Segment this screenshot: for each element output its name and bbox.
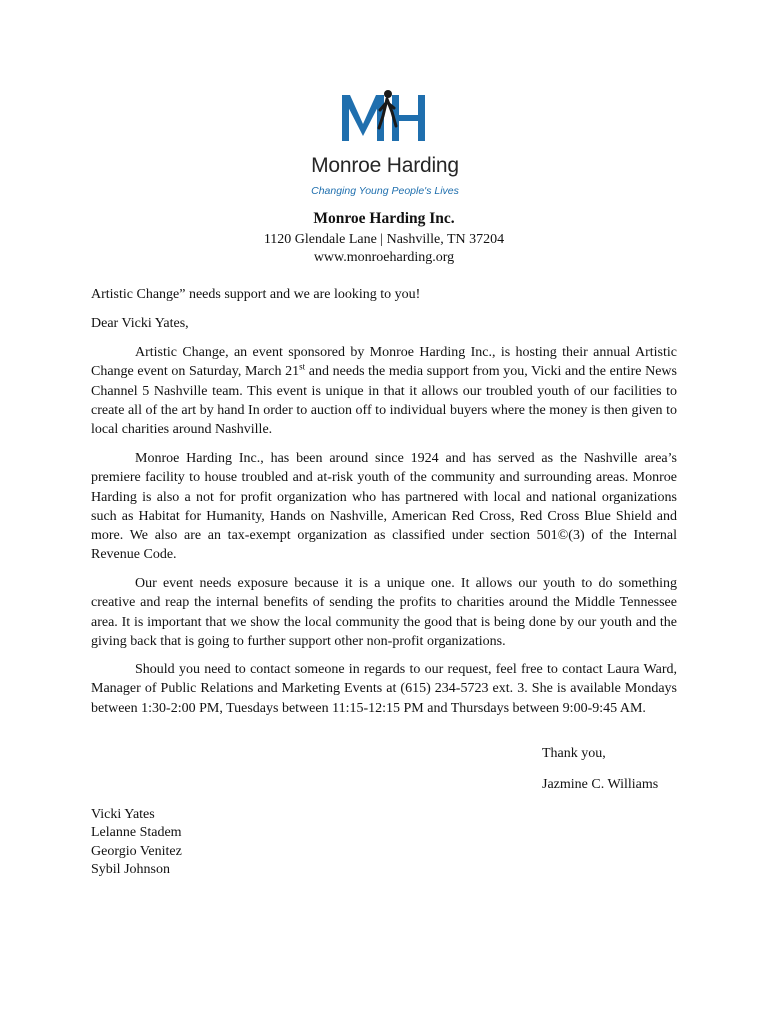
recipient-item: Georgio Venitez <box>91 843 182 859</box>
org-website: www.monroeharding.org <box>313 250 455 265</box>
mh-monogram-icon <box>336 88 434 152</box>
paragraph-4: Should you need to contact someone in regards to our request, feel free to contact Laura Ward, Manager of Public Relations and Marketing Events at (615) 234-5723 ext. 3. She is available Mondays between 1:30-2:00 PM, Tuesdays between 11:15-12:15 PM and Thursdays between 9:00-9:45 AM. <box>91 662 677 716</box>
paragraph-1 <box>91 343 677 439</box>
logo-wordmark: Monroe Harding <box>311 154 459 177</box>
paragraph-1-text-a: Artistic Change, an event sponsored by Monroe Harding Inc., is hosting their annual Artistic Change event on Saturday, March 21 <box>91 345 677 380</box>
paragraph-1-text-b: and needs the media support from you, Vicki and the entire News Channel 5 Nashville team. This event is unique in that it allows our troubled youth of our facilities to create all of the art by hand In order to auction off to individual buyers where the money is then given to local charities around Nashville. <box>91 364 677 438</box>
recipient-item: Vicki Yates <box>91 807 155 822</box>
date-ordinal: st <box>299 361 306 372</box>
salutation: Dear Vicki Yates, <box>91 316 189 331</box>
org-name: Monroe Harding Inc. <box>313 210 455 227</box>
paragraph-2: Monroe Harding Inc., has been around since 1924 and has served as the Nashville area’s premiere facility to house troubled and at-risk youth of the community and surrounding areas. Monroe Harding is also a not for profit organization who has partnered with local and national organizations such as Habitat for Humanity, Hands on Nashville, American Red Cross, Red Cross Blue Shield and more. We also are an tax-exempt organization as classified under section 501©(3) of the Internal Revenue Code. <box>91 451 677 563</box>
org-address: 1120 Glendale Lane | Nashville, TN 37204 <box>263 232 505 247</box>
letter-subject: Artistic Change” needs support and we are looking to you! <box>91 287 421 302</box>
signer-name: Jazmine C. Williams <box>542 777 659 792</box>
closing: Thank you, <box>542 746 606 761</box>
monroe-harding-logo <box>300 88 470 200</box>
recipient-item: Sybil Johnson <box>91 861 170 877</box>
recipient-list <box>91 806 182 879</box>
paragraph-3: Our event needs exposure because it is a unique one. It allows our youth to do something creative and reap the internal benefits of sending the profits to charities around the Middle Tennessee area. It is important that we show the local community the good that is being done by our youth and the giving back that is going to further support other non-profit organizations. <box>91 576 677 649</box>
recipient-item: Lelanne Stadem <box>91 825 182 841</box>
logo-tagline: Changing Young People's Lives <box>311 185 459 197</box>
